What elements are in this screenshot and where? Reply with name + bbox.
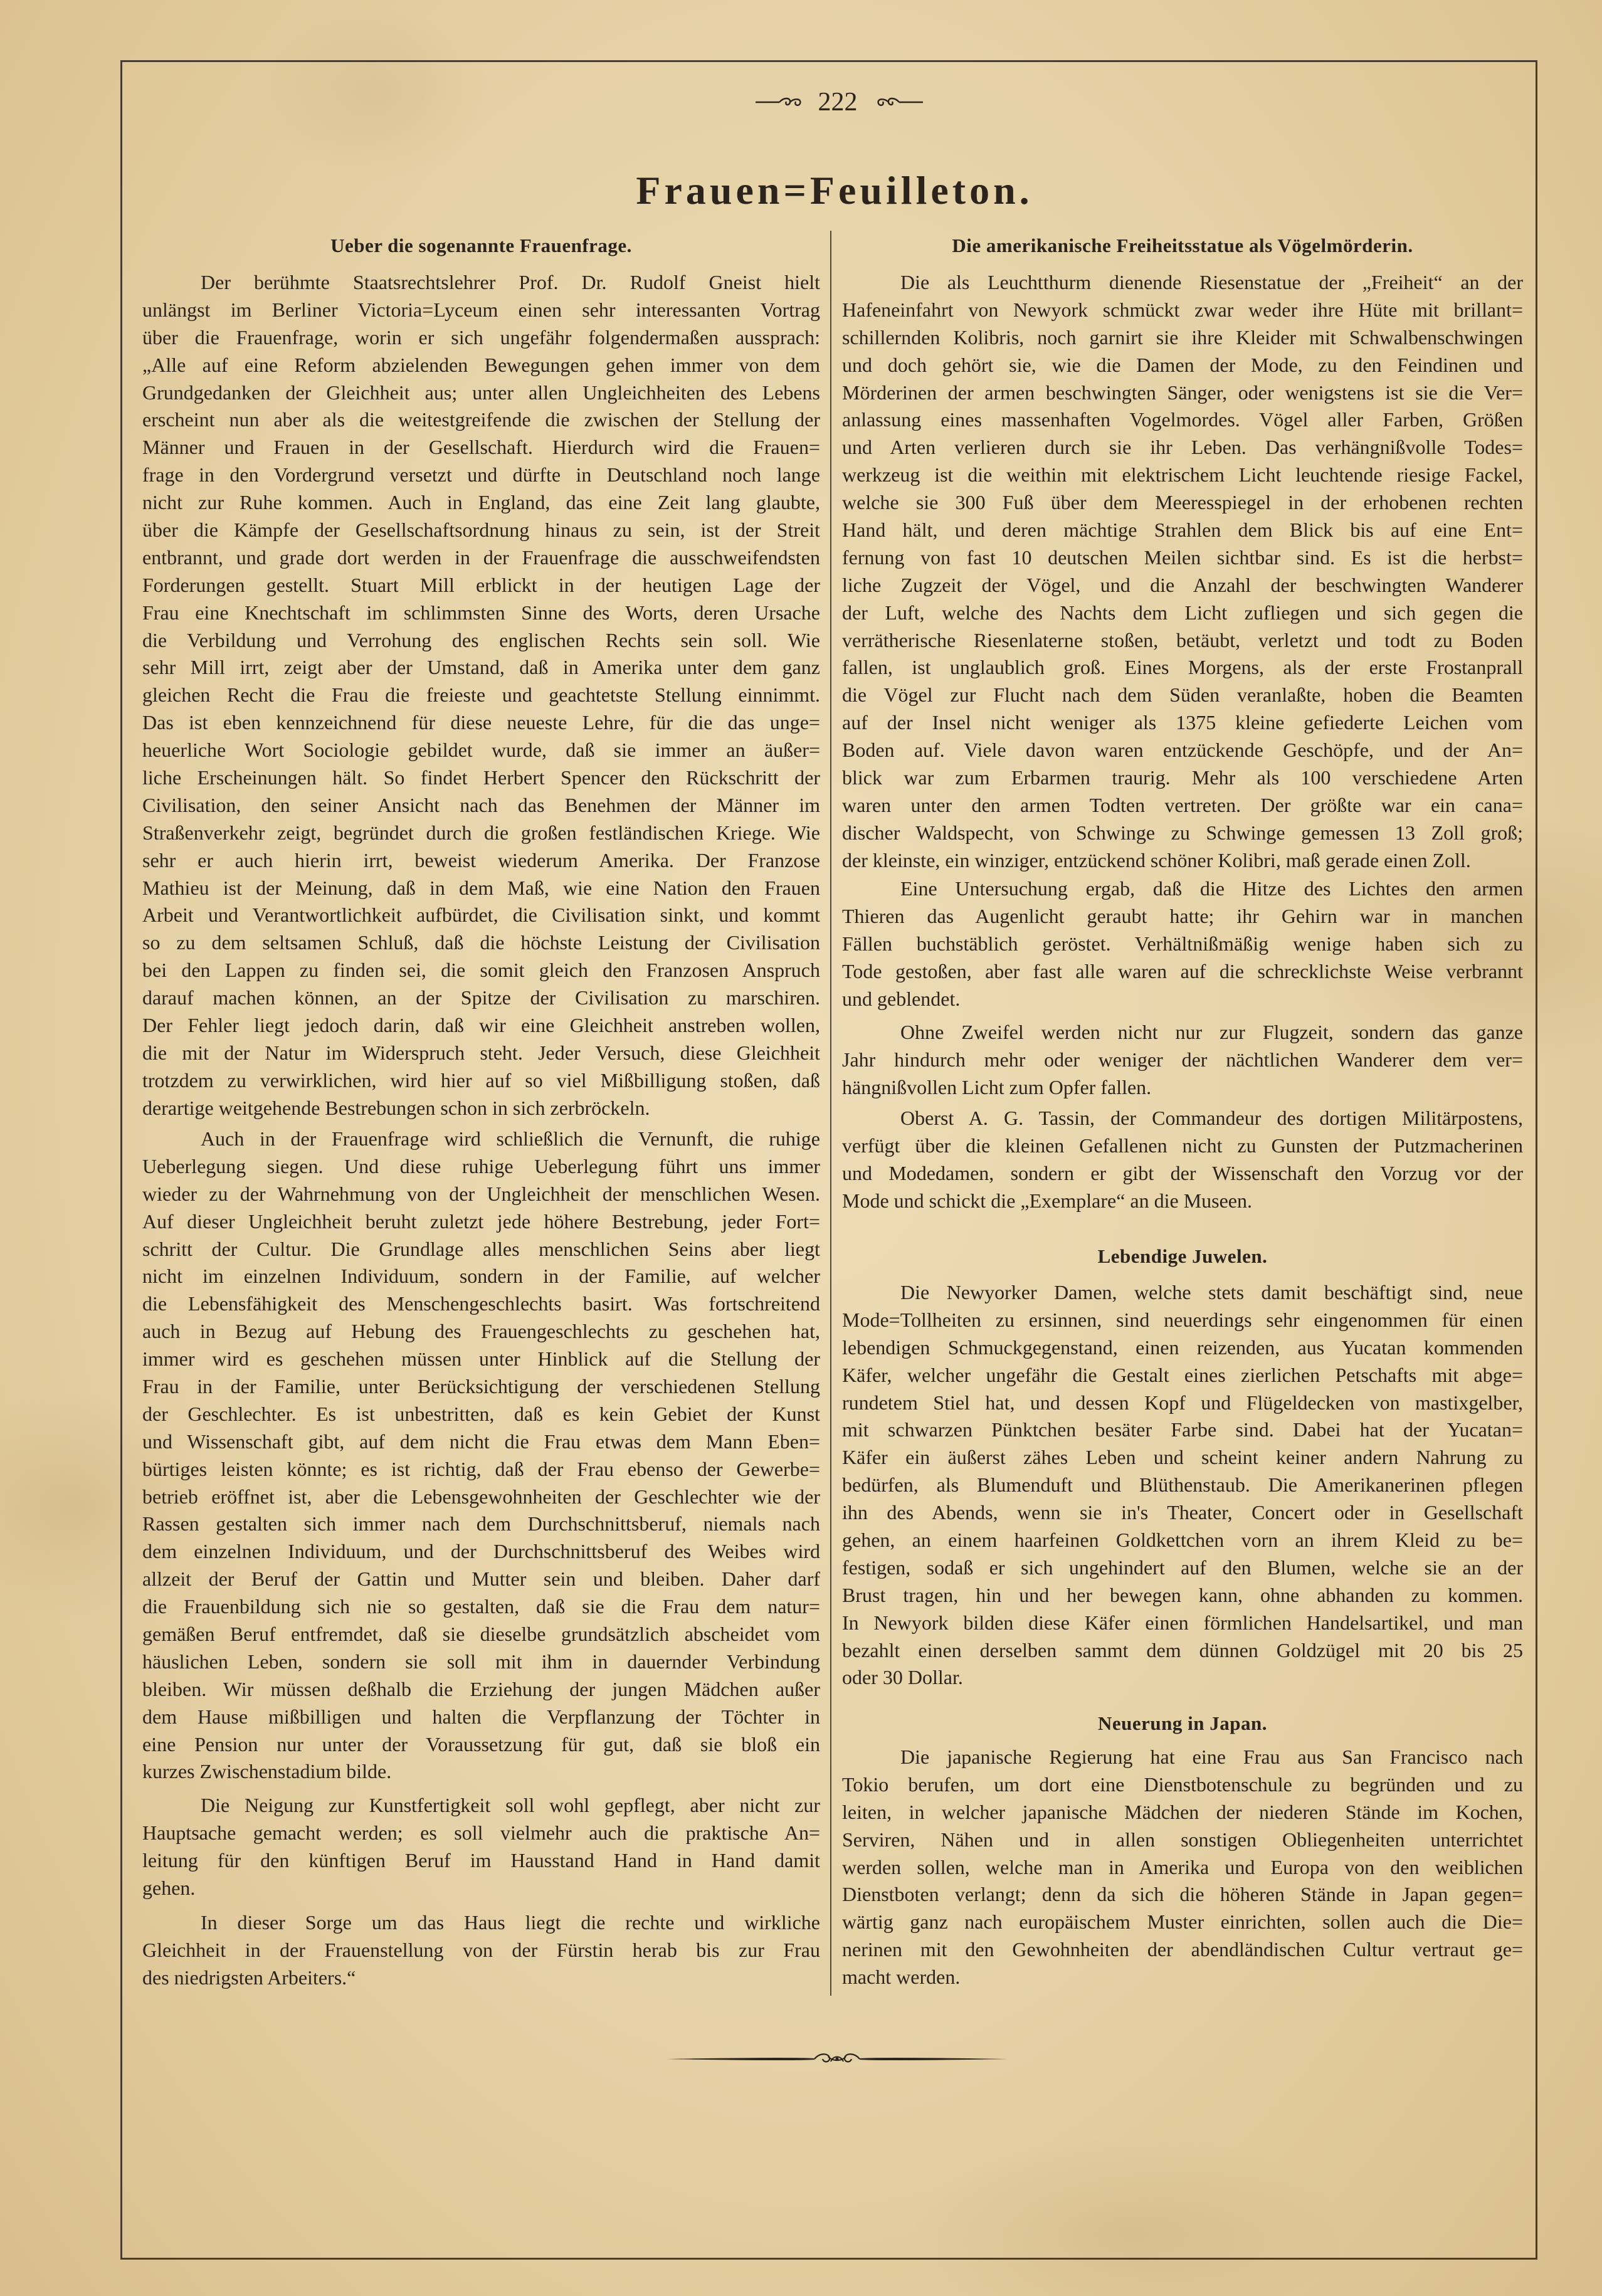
text-line: hängnißvollen Licht zum Opfer fallen. <box>842 1075 1152 1098</box>
text-line: festigen, sodaß er sich ungehindert auf den Blumen, welche sie an der <box>842 1556 1523 1579</box>
text-line: auf der Insel nicht weniger als 1375 kleine gefiederte Leichen vom <box>842 711 1523 734</box>
text-line: discher Waldspecht, von Schwinge zu Schwinge gemessen 13 Zoll groß; <box>842 821 1523 844</box>
text-line: des niedrigsten Arbeiters.“ <box>142 1966 356 1989</box>
paragraph <box>842 1105 1523 1215</box>
text-line: kurzes Zwischenstadium bilde. <box>142 1760 392 1783</box>
text-line: welche sie 300 Fuß über dem Meeresspiegel in der erhobenen rechten <box>842 491 1523 514</box>
text-line: bleiben. Wir müssen deßhalb die Erziehung der jungen Mädchen außer <box>142 1677 820 1700</box>
text-line: der Luft, welche des Nachts dem Licht zufliegen und sich gegen die <box>842 601 1523 624</box>
section-title: Frauen=Feuilleton. <box>636 168 1033 213</box>
text-line: schritt der Cultur. Die Grundlage alles menschlichen Seins aber liegt <box>142 1237 820 1260</box>
text-line: verfügt über die kleinen Gefallenen nicht zu Gunsten der Putzmacherinen <box>842 1134 1523 1157</box>
text-line: Serviren, Nähen und in allen sonstigen Obliegenheiten unterrichtet <box>842 1828 1523 1851</box>
paragraph <box>142 1909 820 1992</box>
text-line: blick war zum Erbarmen traurig. Mehr als 100 verschiedene Arten <box>842 766 1523 789</box>
text-line: Die als Leuchtthurm dienende Riesenstatue der „Freiheit“ an der <box>900 271 1523 293</box>
text-line: werden sollen, welche man in Amerika und Europa von den weiblichen <box>842 1855 1523 1878</box>
paragraph <box>142 1792 820 1902</box>
end-flourish-icon <box>667 2049 1008 2069</box>
paragraph <box>842 1279 1523 1692</box>
text-line: trotzdem zu verwirklichen, wird hier auf so viel Mißbilligung stoßen, daß <box>142 1068 820 1092</box>
text-line: Mode und schickt die „Exemplare“ an die Museen. <box>842 1189 1252 1212</box>
text-line: Die Newyorker Damen, welche stets damit beschäftigt sind, neue <box>900 1281 1523 1303</box>
text-line: Auch in der Frauenfrage wird schließlich die Vernunft, die ruhige <box>201 1127 820 1150</box>
text-line: allzeit der Beruf der Gattin und Mutter sein und bleiben. Daher darf <box>142 1567 820 1591</box>
text-line: wieder zu der Wahrnehmung von der Ungleichheit der menschlichen Wesen. <box>142 1182 820 1205</box>
text-line: bezahlt einen derselben sammt dem dünnen Goldzügel mit 20 bis 25 <box>842 1638 1523 1661</box>
text-line: dem einzelnen Individuum, und der Durchschnittsberuf des Weibes wird <box>142 1540 820 1563</box>
paragraph <box>142 1125 820 1786</box>
text-line: Hafeneinfahrt von Newyork schmückt zwar weder ihre Hüte mit brillant= <box>842 298 1523 321</box>
text-line: Dienstboten verlangt; denn da sich die höheren Stände in Japan gegen= <box>842 1883 1523 1906</box>
text-line: Die japanische Regierung hat eine Frau aus San Francisco nach <box>900 1746 1523 1768</box>
text-line: sehr Mill irrt, zeigt aber der Umstand, daß in Amerika unter dem ganz <box>142 656 820 679</box>
text-line: gemäßen Beruf entfremdet, daß sie dieselbe grundsätzlich abscheidet vom <box>142 1623 820 1646</box>
text-line: oder 30 Dollar. <box>842 1666 963 1689</box>
article-heading: Die amerikanische Freiheitsstatue als Vögelmörderin. <box>952 234 1413 256</box>
text-line: Jahr hindurch mehr oder weniger der nächtlichen Wanderer dem ver= <box>842 1048 1523 1071</box>
text-line: Eine Untersuchung ergab, daß die Hitze des Lichtes den armen <box>900 877 1523 900</box>
paragraph <box>842 1019 1523 1102</box>
text-line: nerinen mit den Gewohnheiten der abendländischen Cultur vertraut ge= <box>842 1938 1523 1961</box>
text-line: bedürfen, als Blumenduft und Blüthenstaub. Die Amerikanerinen pflegen <box>842 1473 1523 1497</box>
text-line: Hand hält, und deren mächtige Strahlen dem Blick bis auf eine Ent= <box>842 519 1523 542</box>
flourish-right-icon <box>873 95 924 109</box>
text-line: und Arten verlieren durch sie ihr Leben. Das verhängnißvolle Todes= <box>842 436 1523 459</box>
text-line: über die Kämpfe der Gesellschaftsordnung hinaus zu sein, ist der Streit <box>142 519 820 542</box>
text-line: der kleinste, ein winziger, entzückend schöner Kolibri, maß gerade einen Zoll. <box>842 848 1471 872</box>
text-line: Hauptsache gemacht werden; es soll vielmehr auch die praktische An= <box>142 1821 820 1844</box>
text-line: und doch gehört sie, wie die Damen der Mode, zu den Feindinen und <box>842 353 1523 376</box>
text-line: Die Neigung zur Kunstfertigkeit soll wohl gepflegt, aber nicht zur <box>201 1794 820 1816</box>
text-line: Frau in der Familie, unter Berücksichtigung der verschiedenen Stellung <box>142 1375 820 1398</box>
text-line: liche Erscheinungen hält. So findet Herbert Spencer den Rückschritt der <box>142 766 820 789</box>
text-line: Tode gestoßen, aber fast alle waren auf die schrecklichste Weise verbrannt <box>842 959 1523 982</box>
text-line: Mörderinen der armen beschwingten Sänger, oder wenigstens ist sie die Ver= <box>842 381 1523 404</box>
text-line: Boden auf. Viele davon waren entzückende Geschöpfe, und der An= <box>842 739 1523 762</box>
text-line: Männer und Frauen in der Gesellschaft. Hierdurch wird die Frauen= <box>142 436 820 459</box>
text-line: auch in Bezug auf Hebung des Frauengeschlechts zu geschehen hat, <box>142 1320 820 1343</box>
article-heading: Lebendige Juwelen. <box>1097 1245 1268 1267</box>
text-line: anlassung eines massenhaften Vogelmordes. Vögel aller Farben, Größen <box>842 408 1523 431</box>
text-line: „Alle auf eine Reform abzielenden Bewegungen gehen immer von dem <box>142 353 820 376</box>
text-line: darauf machen können, an der Spitze der Civilisation zu marschiren. <box>142 986 820 1009</box>
text-line: gehen, an einem haarfeinen Goldkettchen vorn an ihrem Kleid zu be= <box>842 1529 1523 1552</box>
text-line: fallen, ist unglaublich groß. Eines Morgens, als der erste Frostanprall <box>842 656 1523 679</box>
text-line: wärtig ganz nach europäischem Muster einrichten, sollen auch die Die= <box>842 1910 1523 1934</box>
text-line: Käfer ein äußerst zähes Leben und scheint keiner andern Nahrung zu <box>842 1446 1523 1469</box>
text-line: Ueberlegung siegen. Und diese ruhige Ueberlegung führt uns immer <box>142 1154 820 1177</box>
paragraph <box>842 1744 1523 1991</box>
text-line: schillernden Kolibris, noch garnirt sie ihre Kleider mit Schwalbenschwingen <box>842 325 1523 349</box>
page-number: 222 <box>818 88 858 117</box>
text-line: leiten, in welcher japanische Mädchen der niederen Stände im Kochen, <box>842 1800 1523 1823</box>
text-line: dem Hause mißbilligen und halten die Verpflanzung der Töchter in <box>142 1705 820 1728</box>
text-line: die Frauenbildung sich nie so gestalten, daß sie die Frau dem natur= <box>142 1595 820 1618</box>
text-line: häuslichen Leben, sondern sie soll mit ihm in dauernder Verbindung <box>142 1650 820 1673</box>
text-line: Käfer, welcher ungefähr die Gestalt eines zierlichen Petschafts mit abge= <box>842 1363 1523 1386</box>
text-line: nicht zur Ruhe kommen. Auch in England, das eine Zeit lang glaubte, <box>142 491 820 514</box>
text-line: lebendigen Schmuckgegenstand, einen reizenden, aus Yucatan kommenden <box>842 1335 1523 1359</box>
text-line: Straßenverkehr zeigt, begründet durch die großen festländischen Kriege. Wie <box>142 821 820 844</box>
text-line: gehen. <box>142 1876 196 1899</box>
text-line: sehr er auch hierin irrt, beweist wiederum Amerika. Der Franzose <box>142 848 820 872</box>
text-line: Thieren das Augenlicht geraubt hatte; ihr Gehirn war in manchen <box>842 904 1523 927</box>
text-line: Auf dieser Ungleichheit beruht zuletzt jede höhere Bestrebung, jeder Fort= <box>142 1209 820 1233</box>
text-line: die mit der Natur im Widerspruch steht. Jeder Versuch, diese Gleichheit <box>142 1041 820 1064</box>
text-line: über die Frauenfrage, worin er sich ungefähr folgendermaßen aussprach: <box>142 325 820 349</box>
column-divider <box>830 231 831 1996</box>
text-line: verrätherische Riesenlaterne stoßen, betäubt, verletzt und todt zu Boden <box>842 628 1523 651</box>
text-line: entbrannt, und grade dort werden in der Frauenfrage die ausschweifendsten <box>142 545 820 569</box>
text-line: so zu dem seltsamen Schluß, daß die höchste Leistung der Civilisation <box>142 931 820 954</box>
text-line: waren unter den armen Todten vertreten. Der größte war ein cana= <box>842 793 1523 816</box>
article-heading: Neuerung in Japan. <box>1098 1712 1267 1734</box>
text-line: Mathieu ist der Meinung, daß in dem Maß, wie eine Nation den Frauen <box>142 876 820 899</box>
text-line: Civilisation, den seiner Ansicht nach das Benehmen der Männer im <box>142 793 820 816</box>
text-line: Der Fehler liegt jedoch darin, daß wir eine Gleichheit anstreben wollen, <box>142 1014 820 1037</box>
text-line: liche Zugzeit der Vögel, und die Anzahl der beschwingten Wanderer <box>842 573 1523 596</box>
text-line: frage in den Vordergrund versetzt und dürfte in Deutschland noch lange <box>142 463 820 487</box>
paragraph <box>142 269 820 1122</box>
text-line: nicht im einzelnen Individuum, sondern in der Familie, auf welcher <box>142 1265 820 1288</box>
text-line: mit schwarzen Pünktchen besäter Farbe sind. Dabei hat der Yucatan= <box>842 1418 1523 1441</box>
text-line: In Newyork bilden diese Käfer einen förmlichen Handelsartikel, und man <box>842 1611 1523 1634</box>
text-line: derartige weitgehende Bestrebungen schon in sich zerbröckeln. <box>142 1096 650 1119</box>
text-line: Das ist eben kennzeichnend für diese neueste Lehre, für die das unge= <box>142 711 820 734</box>
text-line: Frau eine Knechtschaft im schlimmsten Sinne des Worts, deren Ursache <box>142 601 820 624</box>
text-line: heuerliche Wort Sociologie gebildet wurde, daß sie immer an äußer= <box>142 739 820 762</box>
text-line: bürtiges leisten könnte; es ist richtig, daß der Frau ebenso der Gewerbe= <box>142 1457 820 1480</box>
text-line: betrieb eröffnet ist, aber die Lebensgewohnheiten der Geschlechter wie der <box>142 1485 820 1508</box>
text-line: erscheint nun aber als die weitestgreifende die zwischen der Stellung der <box>142 408 820 431</box>
text-line: Arbeit und Verantwortlichkeit aufbürdet, die Civilisation sinkt, und kommt <box>142 903 820 927</box>
paragraph <box>842 875 1523 1013</box>
text-line: fernung von fast 10 deutschen Meilen sichtbar sind. Es ist die herbst= <box>842 545 1523 569</box>
text-line: bei den Lappen zu finden sei, die somit gleich den Franzosen Anspruch <box>142 959 820 982</box>
text-line: leitung für den künftigen Beruf im Hausstand Hand in Hand damit <box>142 1848 820 1872</box>
text-line: Grundgedanken der Gleichheit aus; unter allen Ungleichheiten des Lebens <box>142 381 820 404</box>
text-line: Brust tragen, hin und her bewegen kann, ohne abhanden zu kommen. <box>842 1583 1523 1606</box>
text-line: immer wird es geschehen müssen unter Hinblick auf die Stellung der <box>142 1347 820 1371</box>
text-line: gleichen Recht die Frau die freieste und geachtetste Stellung einnimmt. <box>142 683 820 707</box>
text-line: Mode=Tollheiten zu ersinnen, sind neuerdings sehr eingenommen für einen <box>842 1308 1523 1331</box>
text-line: und Wissenschaft gibt, auf dem nicht die Frau etwas dem Mann Eben= <box>142 1430 820 1453</box>
text-line: Rassen gestalten sich immer nach dem Durchschnittsberuf, niemals nach <box>142 1512 820 1535</box>
text-line: In dieser Sorge um das Haus liegt die rechte und wirkliche <box>201 1911 820 1934</box>
text-line: rundetem Stiel hat, und dessen Kopf und Flügeldecken von mastixgelber, <box>842 1391 1523 1414</box>
text-line: Der berühmte Staatsrechtslehrer Prof. Dr. Rudolf Gneist hielt <box>201 271 820 293</box>
text-line: die Vögel zur Flucht nach dem Süden veranlaßte, hoben die Beamten <box>842 683 1523 707</box>
text-line: und Modedamen, sondern er gibt der Wissenschaft den Vorzug vor der <box>842 1161 1523 1184</box>
text-line: unlängst im Berliner Victoria=Lyceum einen sehr interessanten Vortrag <box>142 298 820 321</box>
text-line: Fällen buchstäblich geröstet. Verhältnißmäßig wenige haben sich zu <box>842 932 1523 955</box>
text-line: eine Pension nur unter der Voraussetzung für gut, daß sie bloß ein <box>142 1732 820 1756</box>
paragraph <box>842 269 1523 875</box>
text-line: der Geschlechter. Es ist unbestritten, daß es kein Gebiet der Kunst <box>142 1402 820 1425</box>
text-line: Ohne Zweifel werden nicht nur zur Flugzeit, sondern das ganze <box>900 1021 1523 1043</box>
text-line: Forderungen gestellt. Stuart Mill erblickt in der heutigen Lage der <box>142 573 820 596</box>
text-line: macht werden. <box>842 1966 961 1989</box>
article-heading: Ueber die sogenannte Frauenfrage. <box>330 234 632 256</box>
text-line: werkzeug ist die weithin mit elektrischem Licht leuchtende riesige Fackel, <box>842 463 1523 487</box>
text-line: Oberst A. G. Tassin, der Commandeur des dortigen Militärpostens, <box>900 1107 1523 1129</box>
text-line: Tokio berufen, um dort eine Dienstbotenschule zu begründen und zu <box>842 1772 1523 1796</box>
text-line: Gleichheit in der Frauenstellung von der Fürstin herab bis zur Frau <box>142 1938 820 1961</box>
text-line: die Verbildung und Verrohung des englischen Rechts sein soll. Wie <box>142 628 820 651</box>
text-line: ihn des Abends, wenn sie in's Theater, Concert oder in Gesellschaft <box>842 1501 1523 1524</box>
text-line: die Lebensfähigkeit des Menschengeschlechts basirt. Was fortschreitend <box>142 1292 820 1315</box>
text-line: und geblendet. <box>842 987 961 1010</box>
